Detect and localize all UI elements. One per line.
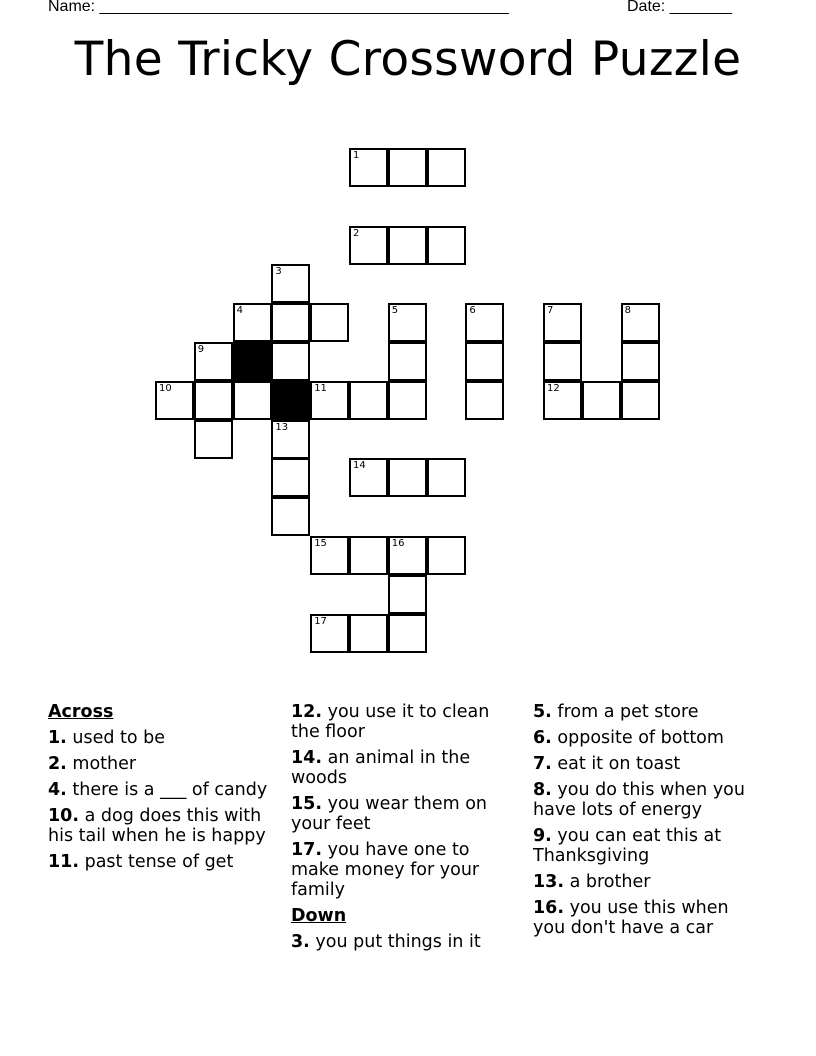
grid-cell[interactable] bbox=[349, 614, 388, 653]
clue-across-12: 12. you use it to clean the floor bbox=[291, 702, 490, 742]
grid-cell[interactable] bbox=[465, 342, 504, 381]
clue-number: 3 bbox=[275, 266, 282, 278]
clues-column-3 bbox=[533, 702, 765, 944]
clue-number: 2 bbox=[353, 227, 360, 239]
clues-column-1 bbox=[48, 702, 280, 878]
clue-number: 11 bbox=[314, 382, 327, 394]
clue-number: 6 bbox=[469, 305, 476, 317]
black-square bbox=[233, 342, 272, 381]
grid-cell[interactable] bbox=[543, 381, 582, 420]
grid-cell[interactable] bbox=[155, 381, 194, 420]
grid-cell[interactable] bbox=[271, 497, 310, 536]
date-field-label: Date: _______ bbox=[627, 0, 732, 15]
grid-cell[interactable] bbox=[310, 303, 349, 342]
grid-cell[interactable] bbox=[194, 420, 233, 459]
clue-across-15: 15. you wear them on your feet bbox=[291, 794, 487, 834]
grid-cell[interactable] bbox=[349, 381, 388, 420]
grid-cell[interactable] bbox=[427, 148, 466, 187]
grid-cell[interactable] bbox=[388, 381, 427, 420]
clue-number: 7 bbox=[547, 305, 554, 317]
clue-number: 4 bbox=[236, 305, 243, 317]
grid-cell[interactable] bbox=[427, 536, 466, 575]
clue-across-17: 17. you have one to make money for your family bbox=[291, 840, 480, 900]
grid-cell[interactable] bbox=[388, 342, 427, 381]
grid-cell[interactable] bbox=[310, 381, 349, 420]
grid-cell[interactable] bbox=[349, 226, 388, 265]
clue-number: 5 bbox=[391, 305, 399, 317]
clue-number: 13 bbox=[275, 421, 289, 433]
grid-cell[interactable] bbox=[271, 342, 310, 381]
name-field-label: Name: ______________________________________________ bbox=[48, 0, 509, 15]
grid-cell[interactable] bbox=[271, 303, 310, 342]
grid-cell[interactable] bbox=[543, 342, 582, 381]
across-heading: Across bbox=[48, 702, 114, 722]
grid-cell[interactable] bbox=[427, 226, 466, 265]
clue-number: 17 bbox=[314, 615, 327, 627]
clues-column-2 bbox=[291, 702, 523, 958]
grid-cell[interactable] bbox=[349, 458, 388, 497]
clue-down-16: 16. you use this when you don't have a car bbox=[533, 898, 729, 938]
clue-number: 1 bbox=[353, 150, 360, 161]
clue-down-13: 13. a brother bbox=[533, 872, 651, 892]
grid-cell[interactable] bbox=[582, 381, 621, 420]
grid-cell[interactable] bbox=[310, 614, 349, 653]
grid-cell[interactable] bbox=[271, 458, 310, 497]
clue-across-4: 4. there is a ___ of candy bbox=[48, 780, 268, 800]
grid-cell[interactable] bbox=[349, 148, 388, 187]
grid-cell[interactable] bbox=[271, 420, 310, 459]
down-heading: Down bbox=[291, 906, 347, 926]
grid-cell[interactable] bbox=[194, 381, 233, 420]
puzzle-title: The Tricky Crossword Puzzle bbox=[74, 32, 742, 87]
clue-down-8: 8. you do this when you have lots of energy bbox=[533, 780, 745, 820]
grid-cell[interactable] bbox=[465, 381, 504, 420]
grid-cell[interactable] bbox=[465, 303, 504, 342]
clue-across-14: 14. an animal in the woods bbox=[291, 748, 471, 788]
grid-cell[interactable] bbox=[388, 614, 427, 653]
grid-cell[interactable] bbox=[388, 148, 427, 187]
grid-cell[interactable] bbox=[543, 303, 582, 342]
black-square bbox=[271, 381, 310, 420]
grid-cell[interactable] bbox=[233, 381, 272, 420]
clue-number: 8 bbox=[624, 305, 631, 317]
clue-across-10: 10. a dog does this with his tail when he is happy bbox=[48, 806, 266, 846]
clue-down-9: 9. you can eat this at Thanksgiving bbox=[533, 826, 722, 866]
grid-cell[interactable] bbox=[388, 575, 427, 614]
grid-cell[interactable] bbox=[388, 536, 427, 575]
clue-number: 15 bbox=[314, 538, 327, 549]
clue-down-7: 7. eat it on toast bbox=[533, 754, 681, 774]
grid-cell[interactable] bbox=[388, 458, 427, 497]
grid-cell[interactable] bbox=[349, 536, 388, 575]
grid-cell[interactable] bbox=[310, 536, 349, 575]
grid-cell[interactable] bbox=[427, 458, 466, 497]
grid-cell[interactable] bbox=[271, 264, 310, 303]
clue-across-2: 2. mother bbox=[48, 754, 137, 774]
clue-down-6: 6. opposite of bottom bbox=[533, 728, 724, 748]
clue-number: 12 bbox=[547, 382, 560, 394]
clue-across-1: 1. used to be bbox=[48, 728, 166, 748]
clue-across-11: 11. past tense of get bbox=[48, 852, 234, 872]
grid-cell[interactable] bbox=[194, 342, 233, 381]
grid-cell[interactable] bbox=[388, 226, 427, 265]
clue-number: 10 bbox=[159, 382, 172, 394]
grid-cell[interactable] bbox=[388, 303, 427, 342]
grid-cell[interactable] bbox=[233, 303, 272, 342]
grid-cell[interactable] bbox=[621, 381, 660, 420]
clue-down-5: 5. from a pet store bbox=[533, 702, 699, 722]
clue-number: 14 bbox=[353, 460, 366, 472]
clue-number: 16 bbox=[391, 538, 405, 549]
grid-cell[interactable] bbox=[621, 342, 660, 381]
clue-down-3: 3. you put things in it bbox=[291, 932, 481, 952]
grid-cell[interactable] bbox=[621, 303, 660, 342]
clue-number: 9 bbox=[197, 344, 205, 355]
